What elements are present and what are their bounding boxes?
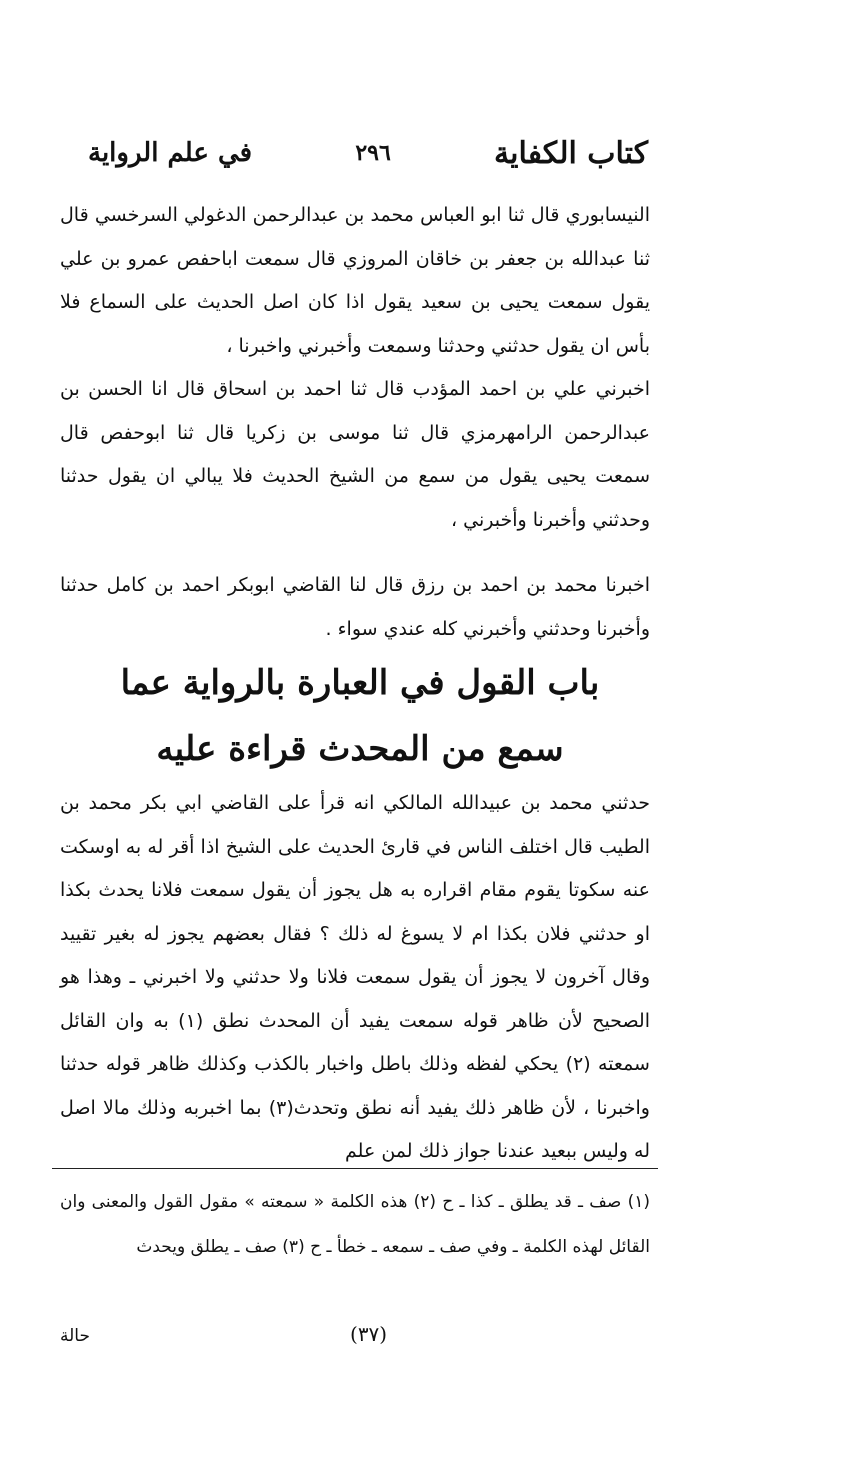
paragraph-text: النيسابوري قال ثنا ابو العباس محمد بن عبدالرحمن الدغولي السرخسي قال ثنا عبدالله بن جعفر بن خاقان المروزي قال سمعت اباحفص عمرو بن علي يقول سمعت يحيى بن سعيد يقول اذا كان اصل الحديث على السماع فلا بأس ان يقول حدثني وحدثنا وسمعت وأخبرني واخبرنا ، [60, 204, 650, 357]
paragraph-text: حدثني محمد بن عبيدالله المالكي انه قرأ على القاضي ابي بكر محمد بن الطيب قال اختلف الناس في قارئ الحديث على الشيخ اذا أقر له به اوسكت عنه سكوتا يقوم مقام اقراره به هل يجوز أن يقول سمعت فلانا يحدث بكذا او حدثني فلان بكذا ام لا يسوغ له ذلك ؟ فقال بعضهم يجوز له بغير تقييد وقال آخرون لا يجوز أن يقول سمعت فلانا ولا حدثني ولا اخبرني ـ وهذا هو الصحيح لأن ظاهر قوله سمعت يفيد أن المحدث نطق (١) به وان القائل سمعته (٢) يحكي لفظه وذلك باطل واخبار بالكذب وكذلك ظاهر قوله حدثنا واخبرنا ، لأن ظاهر ذلك يفيد أنه نطق وتحدث(٣) بما اخبربه وذلك مالا اصل له وليس ببعيد عندنا جواز ذلك لمن علم [60, 792, 650, 1162]
running-header [88, 128, 648, 178]
page-number: ٢٩٦ [355, 140, 391, 166]
running-subject: في علم الرواية [88, 138, 253, 168]
paragraph-3 [60, 564, 650, 651]
book-title: كتاب الكفاية [494, 135, 648, 171]
chapter-heading-line-2: سمع من المحدث قراءة عليه [156, 729, 564, 769]
chapter-heading [80, 650, 640, 782]
page-footer [60, 1322, 650, 1358]
paragraph-text: اخبرنا محمد بن احمد بن رزق قال لنا القاضي ابوبكر احمد بن كامل حدثنا وأخبرنا وحدثني وأخبرني كله عندي سواء . [60, 574, 650, 640]
footnote-text: (١) صف ـ قد يطلق ـ كذا ـ ح (٢) هذه الكلمة « سمعته » مقول القول والمعنى وان القائل لهذه الكلمة ـ وفي صف ـ سمعه ـ خطأ ـ ح (٣) صف ـ يطلق ويحدث [60, 1192, 650, 1257]
sheet-number: (٣٧) [350, 1322, 388, 1346]
chapter-heading-line-1: باب القول في العبارة بالرواية عما [120, 663, 600, 703]
footnotes [60, 1180, 650, 1270]
chapter-paragraph [60, 782, 650, 1174]
paragraph-text: اخبرني علي بن احمد المؤدب قال ثنا احمد بن اسحاق قال انا الحسن بن عبدالرحمن الرامهرمزي قال ثنا موسى بن زكريا قال ثنا ابوحفص قال سمعت يحيى يقول من سمع من الشيخ الحديث فلا يبالي ان يقول حدثنا وحدثني وأخبرنا وأخبرني ، [60, 378, 650, 531]
footnote-divider [52, 1168, 658, 1169]
paragraph-2 [60, 368, 650, 542]
paragraph-1 [60, 194, 650, 368]
catchword: حالة [60, 1326, 90, 1346]
